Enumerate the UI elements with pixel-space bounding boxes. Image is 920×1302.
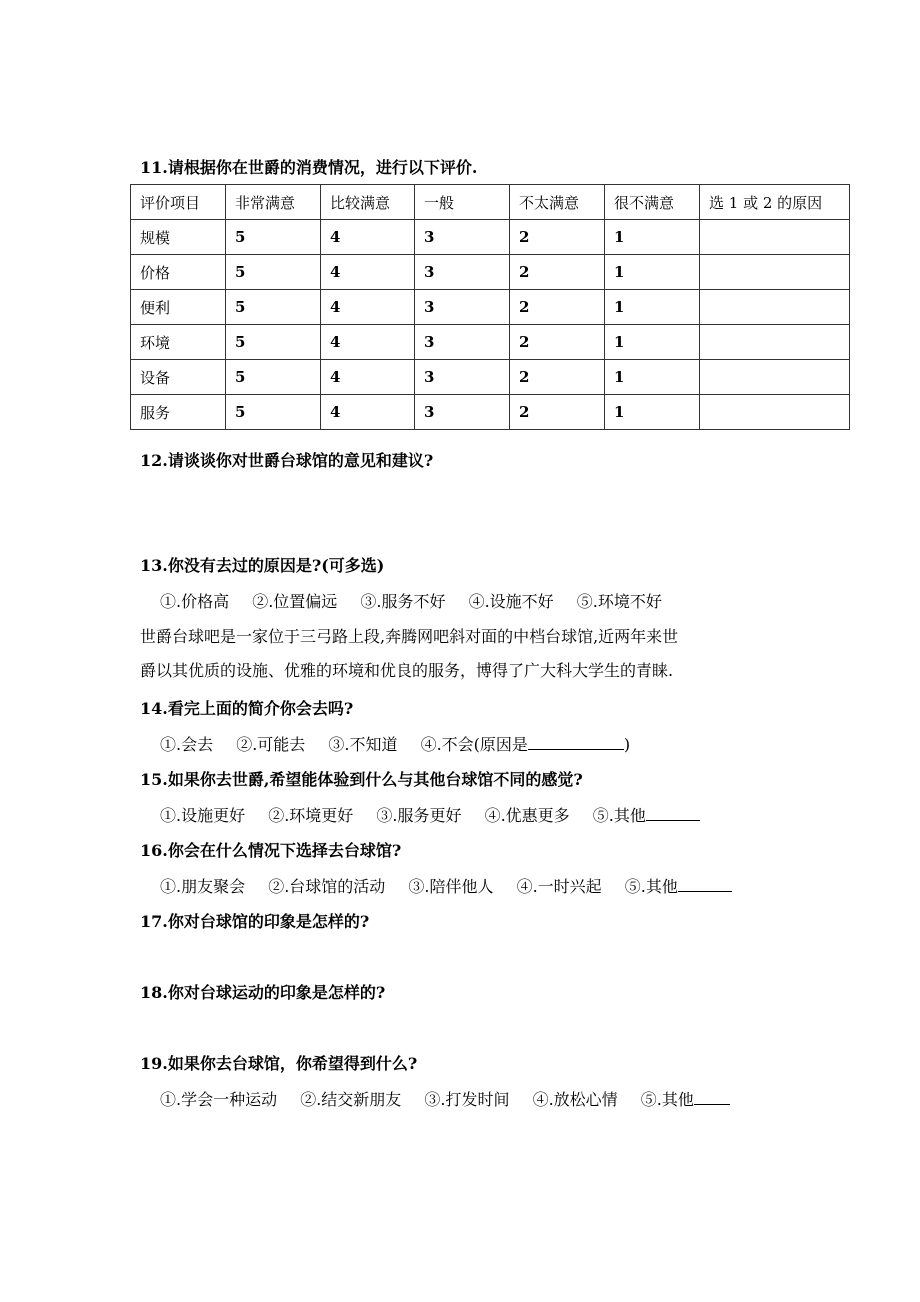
option[interactable]: ③.服务不好	[360, 592, 446, 611]
row-item: 服务	[131, 395, 226, 430]
option-reason-close: )	[623, 735, 631, 754]
reason-cell[interactable]	[700, 395, 850, 430]
other-blank[interactable]	[646, 804, 700, 821]
other-blank[interactable]	[678, 875, 732, 892]
question-16-options	[160, 875, 732, 898]
table-row	[131, 255, 850, 290]
score-5: 5	[226, 290, 321, 325]
question-15-title: 15.如果你去世爵,希望能体验到什么与其他台球馆不同的感觉?	[140, 770, 583, 789]
score-2: 2	[510, 395, 605, 430]
option-reason[interactable]	[421, 735, 631, 754]
score-2: 2	[510, 255, 605, 290]
table-row	[131, 360, 850, 395]
question-12-title: 12.请谈谈你对世爵台球馆的意见和建议?	[140, 451, 434, 470]
score-3: 3	[415, 290, 510, 325]
option[interactable]: ②.位置偏远	[252, 592, 338, 611]
question-15-options	[160, 804, 700, 827]
option[interactable]: ④.优惠更多	[484, 806, 570, 825]
score-4: 4	[321, 395, 415, 430]
option[interactable]: ④.放松心情	[532, 1090, 618, 1109]
option[interactable]: ①.设施更好	[160, 806, 246, 825]
row-item: 价格	[131, 255, 226, 290]
option-other[interactable]	[641, 1090, 730, 1109]
table-row	[131, 395, 850, 430]
option[interactable]: ①.学会一种运动	[160, 1090, 278, 1109]
question-11-title: 11.请根据你在世爵的消费情况，进行以下评价.	[140, 158, 478, 177]
question-14-title: 14.看完上面的简介你会去吗?	[140, 699, 354, 718]
header-very-satisfied: 非常满意	[226, 185, 321, 220]
option[interactable]: ②.结交新朋友	[300, 1090, 402, 1109]
header-very-unsatisfied: 很不满意	[605, 185, 700, 220]
reason-blank[interactable]	[528, 733, 624, 750]
option[interactable]: ⑤.环境不好	[576, 592, 662, 611]
score-3: 3	[415, 220, 510, 255]
score-1: 1	[605, 395, 700, 430]
score-4: 4	[321, 360, 415, 395]
score-2: 2	[510, 290, 605, 325]
header-unsatisfied: 不太满意	[510, 185, 605, 220]
score-1: 1	[605, 220, 700, 255]
intro-paragraph	[140, 620, 830, 688]
score-1: 1	[605, 325, 700, 360]
option[interactable]: ①.会去	[160, 735, 214, 754]
header-item: 评价项目	[131, 185, 226, 220]
score-5: 5	[226, 220, 321, 255]
option[interactable]: ②.环境更好	[268, 806, 354, 825]
option[interactable]: ③.服务更好	[376, 806, 462, 825]
rating-table	[130, 184, 850, 430]
score-3: 3	[415, 325, 510, 360]
option-reason-label: ④.不会(原因是	[420, 735, 528, 754]
option-other[interactable]	[593, 806, 700, 825]
score-3: 3	[415, 255, 510, 290]
row-item: 规模	[131, 220, 226, 255]
reason-cell[interactable]	[700, 255, 850, 290]
score-1: 1	[605, 255, 700, 290]
row-item: 设备	[131, 360, 226, 395]
table-row	[131, 325, 850, 360]
option-other[interactable]	[625, 877, 732, 896]
rating-header-row	[131, 185, 850, 220]
question-17-title: 17.你对台球馆的印象是怎样的?	[140, 912, 370, 931]
row-item: 环境	[131, 325, 226, 360]
reason-cell[interactable]	[700, 360, 850, 395]
option[interactable]: ③.不知道	[328, 735, 398, 754]
option-other-label: ⑤.其他	[592, 806, 646, 825]
intro-line-1: 世爵台球吧是一家位于三弓路上段,奔腾网吧斜对面的中档台球馆,近两年来世	[140, 627, 679, 646]
row-item: 便利	[131, 290, 226, 325]
question-19-options	[160, 1088, 730, 1111]
question-14-options	[160, 733, 630, 756]
score-1: 1	[605, 360, 700, 395]
score-5: 5	[226, 255, 321, 290]
table-row	[131, 220, 850, 255]
intro-line-2: 爵以其优质的设施、优雅的环境和优良的服务，博得了广大科大学生的青睐.	[140, 661, 674, 680]
score-4: 4	[321, 220, 415, 255]
question-18-title: 18.你对台球运动的印象是怎样的?	[140, 983, 386, 1002]
score-5: 5	[226, 360, 321, 395]
reason-cell[interactable]	[700, 325, 850, 360]
reason-cell[interactable]	[700, 220, 850, 255]
question-13-options	[160, 591, 680, 613]
header-satisfied: 比较满意	[321, 185, 415, 220]
header-reason: 选 1 或 2 的原因	[700, 185, 850, 220]
score-2: 2	[510, 325, 605, 360]
score-2: 2	[510, 360, 605, 395]
score-2: 2	[510, 220, 605, 255]
header-neutral: 一般	[415, 185, 510, 220]
score-3: 3	[415, 360, 510, 395]
score-1: 1	[605, 290, 700, 325]
score-4: 4	[321, 290, 415, 325]
option[interactable]: ②.台球馆的活动	[268, 877, 386, 896]
score-4: 4	[321, 255, 415, 290]
option-other-label: ⑤.其他	[640, 1090, 694, 1109]
other-blank[interactable]	[694, 1088, 730, 1105]
score-5: 5	[226, 395, 321, 430]
option[interactable]: ②.可能去	[236, 735, 306, 754]
option-other-label: ⑤.其他	[624, 877, 678, 896]
option[interactable]: ③.打发时间	[424, 1090, 510, 1109]
option[interactable]: ④.一时兴起	[516, 877, 602, 896]
question-19-title: 19.如果你去台球馆，你希望得到什么?	[140, 1054, 418, 1073]
question-16-title: 16.你会在什么情况下选择去台球馆?	[140, 841, 402, 860]
question-13-title: 13.你没有去过的原因是?(可多选)	[140, 556, 385, 575]
score-3: 3	[415, 395, 510, 430]
score-5: 5	[226, 325, 321, 360]
option[interactable]: ④.设施不好	[468, 592, 554, 611]
option[interactable]: ①.朋友聚会	[160, 877, 246, 896]
score-4: 4	[321, 325, 415, 360]
reason-cell[interactable]	[700, 290, 850, 325]
option[interactable]: ③.陪伴他人	[408, 877, 494, 896]
table-row	[131, 290, 850, 325]
option[interactable]: ①.价格高	[160, 592, 230, 611]
